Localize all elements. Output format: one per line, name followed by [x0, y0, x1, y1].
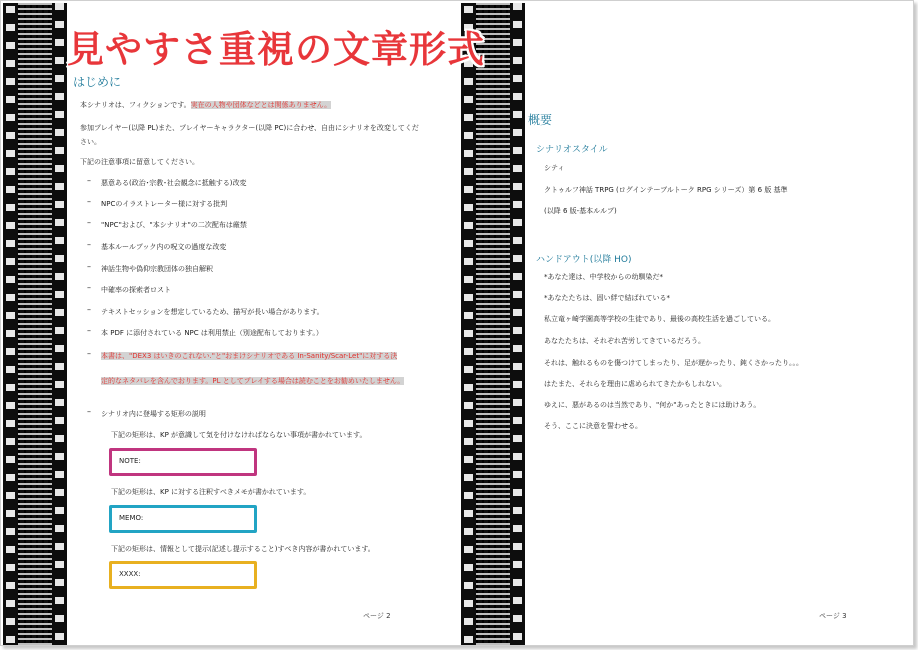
section-heading-intro: はじめに	[73, 75, 122, 89]
notice-item-8: 本 PDF に添付されている NPC は利用禁止（別途配布しております。）	[101, 329, 323, 337]
page-2	[3, 3, 459, 645]
memo-frame-label: MEMO:	[119, 514, 144, 522]
notice-item-3: "NPC"および、"本シナリオ"の二次配布は厳禁	[101, 221, 247, 229]
handout-line-2: *あなたたちは、固い絆で結ばれている*	[544, 294, 670, 302]
handout-line-5: それは、触れるものを傷つけてしまったり、足が遅かったり、鈍くさかったり。。。	[544, 359, 803, 367]
film-strip-right	[461, 3, 525, 645]
handout-line-8: そう、ここに決意を誓わせる。	[544, 422, 642, 430]
style-line-2: クトゥルフ神話 TRPG (ログインテーブルトーク RPG シリーズ）第 6 版 基準	[544, 186, 788, 194]
bullet-marker: –	[87, 262, 91, 271]
notice-item-1: 悪意ある(政治･宗教･社会観念に抵触する)改変	[101, 179, 247, 187]
bullet-marker: –	[87, 283, 91, 292]
page-number-right: ページ 3	[819, 612, 847, 620]
bullet-marker: –	[87, 326, 91, 335]
notice-item-5: 神話生物や偽仰宗教団体の独自解釈	[101, 265, 213, 273]
customize-line-1: 参加プレイヤー(以降 PL)また、プレイヤーキャラクター(以降 PC)に合わせ、自由にシナリオを改変してくだ	[80, 124, 419, 132]
intro-text: 本シナリオは、フィクションです。	[80, 101, 191, 109]
scenario-style-heading: シナリオスタイル	[536, 145, 608, 155]
handout-line-6: はたまた、それらを理由に虐められてきたかもしれない。	[544, 380, 726, 388]
bullet-marker: –	[87, 218, 91, 227]
bullet-marker: –	[87, 240, 91, 249]
notice-item-4: 基本ルールブック内の呪文の過度な改変	[101, 243, 227, 251]
bullet-marker: –	[87, 349, 91, 358]
note-frame-label: NOTE:	[119, 457, 141, 465]
note-frame-description: 下記の矩形は、KP が意識して気を付けなければならない事項が書かれています。	[111, 431, 367, 439]
notice-item-6: 中確率の探索者ロスト	[101, 286, 171, 294]
style-line-3: (以降 6 版-基本ルルブ)	[544, 207, 617, 215]
notice-item-2: NPCのイラストレーター様に対する批判	[101, 200, 228, 208]
section-heading-overview: 概要	[528, 113, 553, 127]
note-frame-sample	[109, 448, 257, 476]
handout-line-4: あなたたちは、それぞれ苦労してきているだろう。	[544, 337, 705, 345]
info-frame-label: XXXX:	[119, 570, 141, 578]
film-strip-left	[3, 3, 67, 645]
handout-heading: ハンドアウト(以降 HO)	[536, 255, 632, 265]
page-3	[461, 3, 913, 645]
notice-lead: 下記の注意事項に留意してください。	[80, 158, 199, 166]
style-line-1: シティ	[544, 164, 565, 172]
intro-line	[80, 100, 331, 110]
memo-frame-description: 下記の矩形は、KP に対する注釈すべきメモが書かれています。	[111, 488, 311, 496]
intro-disclaimer: 実在の人物や団体などとは関係ありません。	[190, 101, 332, 109]
handout-line-1: *あなた達は、中学校からの幼馴染だ*	[544, 273, 663, 281]
bullet-marker: –	[87, 407, 91, 416]
overlay-title: 見やすさ重視の文章形式	[67, 28, 485, 71]
bullet-marker: –	[87, 176, 91, 185]
memo-frame-sample	[109, 505, 257, 533]
spoiler-warning-line-1: 本書は、"DEX3 はいきのこれない."と"おまけシナリオである In-Sanity/Scar-Let"に対する決	[101, 352, 398, 360]
bullet-marker: –	[87, 305, 91, 314]
customize-line-2: さい。	[80, 138, 101, 146]
page-number-left: ページ 2	[363, 612, 391, 620]
info-frame-description: 下記の矩形は、情報として提示(記述し提示すること)すべき内容が書かれています。	[111, 545, 375, 553]
handout-line-3: 私立竜ヶ崎学園高等学校の生徒であり、最後の高校生活を過ごしている。	[544, 315, 775, 323]
bullet-marker: –	[87, 197, 91, 206]
handout-line-7: ゆえに、悪があるのは当然であり、"何か"あったときには助けあう。	[544, 401, 761, 409]
info-frame-sample	[109, 561, 257, 589]
frames-item: シナリオ内に登場する矩形の説明	[101, 410, 206, 418]
notice-item-7: テキストセッションを想定しているため、描写が長い場合があります。	[101, 308, 324, 316]
spoiler-warning-line-2: 定的なネタバレを含んでおります。PL としてプレイする場合は読むことをお勧めいたしません。	[101, 377, 405, 385]
